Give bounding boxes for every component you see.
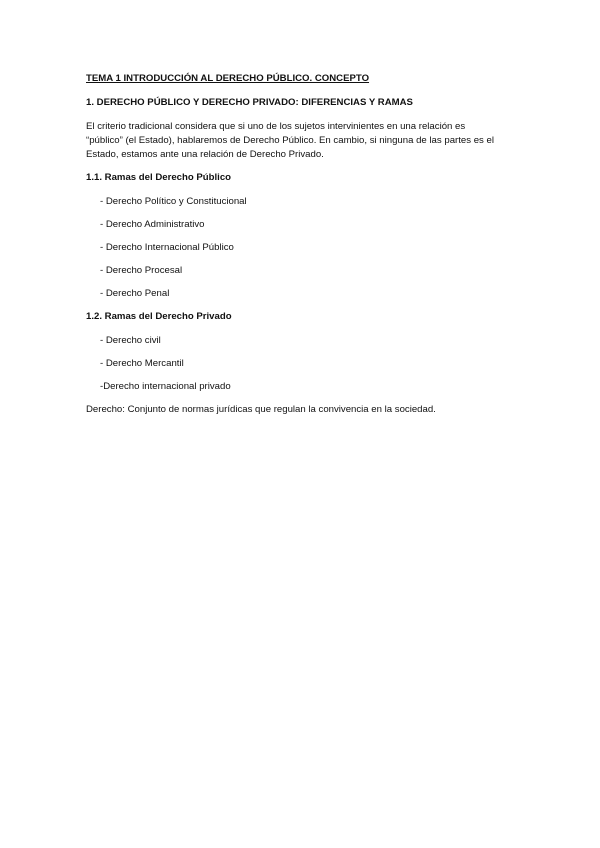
- public-branches-list: [86, 195, 526, 301]
- list-item: - Derecho Administrativo: [100, 219, 205, 230]
- list-item: - Derecho Penal: [100, 288, 170, 299]
- intro-paragraph: El criterio tradicional considera que si uno de los sujetos intervinientes en una relación es “público” (el Estado), hablaremos de Derecho Público. En cambio, si ninguna de las partes es el Estado, estamos ante una relación de Derecho Privado.: [86, 121, 494, 160]
- list-item: - Derecho Procesal: [100, 265, 183, 276]
- section-heading: 1. DERECHO PÚBLICO Y DERECHO PRIVADO: DIFERENCIAS Y RAMAS: [86, 97, 413, 108]
- document-content: [86, 72, 526, 417]
- list-item: - Derecho Mercantil: [100, 358, 184, 369]
- document-title: TEMA 1 INTRODUCCIÓN AL DERECHO PÚBLICO. CONCEPTO: [86, 73, 370, 84]
- list-item: - Derecho Internacional Público: [100, 242, 234, 253]
- list-item: - Derecho civil: [100, 335, 161, 346]
- private-branches-list: [86, 334, 526, 394]
- public-branches-heading: 1.1. Ramas del Derecho Público: [86, 172, 232, 183]
- private-branches-heading: 1.2. Ramas del Derecho Privado: [86, 311, 232, 322]
- list-item: -Derecho internacional privado: [100, 381, 231, 392]
- list-item: - Derecho Político y Constitucional: [100, 196, 247, 207]
- definition-paragraph: Derecho: Conjunto de normas jurídicas que regulan la convivencia en la sociedad.: [86, 404, 436, 415]
